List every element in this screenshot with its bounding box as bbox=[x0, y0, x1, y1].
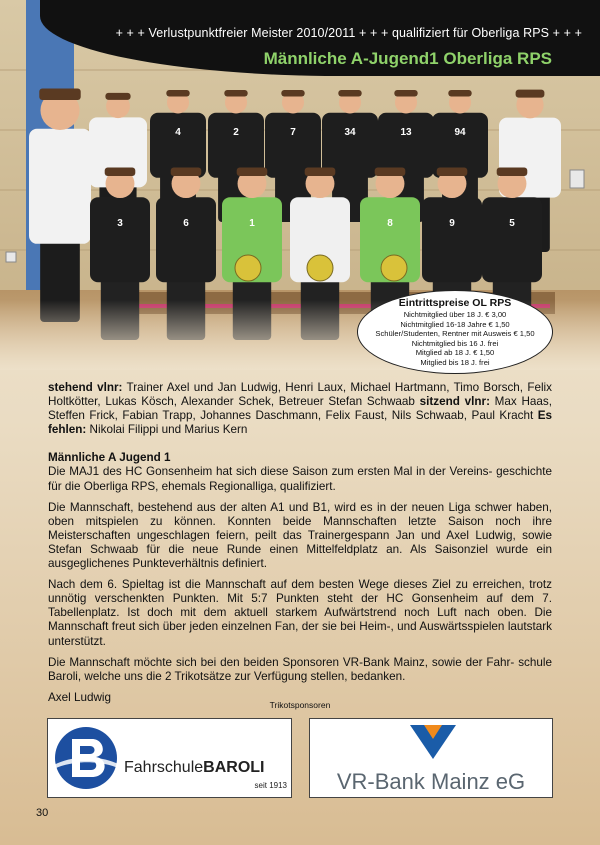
person-hair bbox=[105, 93, 130, 100]
person-torso bbox=[156, 197, 216, 282]
baroli-logo-icon bbox=[52, 725, 122, 791]
baroli-name bbox=[124, 759, 264, 777]
article-paragraph: Die Mannschaft, bestehend aus der alten A1 und B1, wird es in der neuen Liga schwer haben, oben mitspielen zu können. Konnten beide Mannschaften letzte Saison noch ihre Meisterschaften ungeschlagen feiern, peilt das Trainergespann Jan und Axel Ludwig, sowie Stefan Schwaab für die neue Runde einen Mittelfeldplatz an. Als Saisonziel wurde ein ausgeglichenes Punkteverhältnis definiert. bbox=[48, 500, 552, 571]
missing-label: Es fehlen: bbox=[48, 409, 552, 437]
person-hair bbox=[338, 90, 361, 97]
article-paragraph: Die MAJ1 des HC Gonsenheim hat sich diese Saison zum ersten Mal in der Vereins- geschichte für die Oberliga RPS, ehemals Regionalliga, qualifiziert. bbox=[48, 465, 552, 493]
person-torso bbox=[422, 197, 482, 282]
handball bbox=[381, 255, 407, 281]
person-torso bbox=[90, 197, 150, 282]
person-hair bbox=[437, 167, 468, 176]
jersey-number-front: 1 bbox=[249, 218, 255, 230]
missing-names: Nikolai Filippi und Marius Kern bbox=[86, 423, 248, 437]
price-line: Nichtmitglied bis 16 J. frei bbox=[411, 338, 499, 348]
person-hair bbox=[516, 90, 545, 98]
person-hair bbox=[281, 90, 304, 97]
baroli-name-bold: BAROLI bbox=[203, 759, 265, 776]
person-hair bbox=[224, 90, 247, 97]
jersey-number-front: 6 bbox=[183, 218, 189, 230]
baroli-name-regular: Fahrschule bbox=[124, 759, 204, 776]
sponsor-vr-bank bbox=[309, 718, 553, 798]
price-line: Schüler/Studenten, Rentner mit Ausweis € 1,50 bbox=[375, 329, 535, 339]
sponsors-heading: Trikotsponsoren bbox=[269, 700, 331, 710]
person-hair bbox=[305, 167, 336, 176]
price-line: Nichtmitglied über 18 J. € 3,00 bbox=[403, 310, 507, 319]
handball bbox=[235, 255, 261, 281]
jersey-number-back: 7 bbox=[290, 126, 296, 138]
article-paragraph: Nach dem 6. Spieltag ist die Mannschaft auf dem besten Wege dieses Ziel zu erreichen, trotz unnötig verschenkten Punkten. Mit 5:7 Punkten steht der HC Gonsenheim auf dem 7. Tabellenplatz. Ist doch mit dem aktuell starkem Aufwärtstrend noch Luft nach oben. Die Mannschaft freut sich über jeden einzelnen Fan, der sie bei Heim-, und Auswärtsspielen lautstark unterstützt. bbox=[48, 578, 552, 648]
standing-names: Trainer Axel und Jan Ludwig, Henri Laux, Michael Hartmann, Timo Borsch, Felix Holtkötter, Lukas Kösch, Alexander Schek, Betreuer Stefan Schwaab bbox=[48, 381, 552, 409]
person-hair bbox=[237, 167, 268, 176]
team-lineup bbox=[48, 381, 552, 437]
entry-prices-box bbox=[357, 290, 553, 374]
standing-label: stehend vlnr: bbox=[48, 381, 123, 394]
jersey-number-back: 13 bbox=[400, 126, 412, 138]
baroli-since: seit 1913 bbox=[254, 781, 287, 790]
person-hair bbox=[497, 167, 528, 176]
price-line: Nichtmitglied 16-18 Jahre € 1,50 bbox=[400, 319, 510, 329]
jersey-number-back: 4 bbox=[175, 126, 181, 138]
jersey-number-back: 2 bbox=[233, 126, 239, 138]
jersey-number-front: 9 bbox=[449, 218, 455, 230]
person-torso bbox=[29, 129, 91, 244]
sitting-label: sitzend vlnr: bbox=[419, 395, 490, 409]
vr-bank-name: VR-Bank Mainz eG bbox=[336, 769, 526, 794]
sponsor-baroli bbox=[47, 718, 292, 798]
person-hair bbox=[105, 167, 136, 176]
jersey-number-front: 3 bbox=[117, 218, 123, 230]
person-hair bbox=[375, 167, 406, 176]
article-body bbox=[48, 381, 552, 705]
entry-prices-title: Eintrittspreise OL RPS bbox=[398, 297, 512, 309]
header-tagline: + + + Verlustpunktfreier Meister 2010/2011 + + + qualifiziert für Oberliga RPS + + + bbox=[115, 26, 582, 40]
person-torso bbox=[482, 197, 542, 282]
person-hair bbox=[171, 167, 202, 176]
article-author: Axel Ludwig bbox=[48, 690, 112, 704]
person-hair bbox=[394, 90, 417, 97]
sitting-names: Max Haas, Steffen Frick, Fabian Trapp, Johannes Daschmann, Felix Faust, Nils Schwaab, Paul Kracht bbox=[48, 395, 553, 423]
jersey-number-back: 34 bbox=[344, 126, 356, 138]
price-line: Mitglied ab 18 J. € 1,50 bbox=[415, 348, 495, 358]
article-heading: Männliche A Jugend 1 bbox=[48, 451, 171, 465]
page-number: 30 bbox=[36, 807, 49, 819]
person-hair bbox=[39, 89, 80, 101]
price-line: Mitglied bis 18 J. frei bbox=[420, 357, 490, 367]
handball bbox=[307, 255, 333, 281]
article-paragraph: Die Mannschaft möchte sich bei den beiden Sponsoren VR-Bank Mainz, sowie der Fahr- schule Baroli, welche uns die 2 Trikotsätze zur Verfügung stellen, bedanken. bbox=[48, 655, 552, 683]
person-hair bbox=[448, 90, 471, 97]
jersey-number-front: 5 bbox=[509, 218, 515, 230]
jersey-number-back: 94 bbox=[454, 126, 466, 138]
header-title: Männliche A-Jugend1 Oberliga RPS bbox=[263, 49, 552, 68]
vr-bank-logo-icon bbox=[408, 723, 458, 761]
jersey-number-front: 8 bbox=[387, 218, 393, 230]
person-hair bbox=[166, 90, 189, 97]
